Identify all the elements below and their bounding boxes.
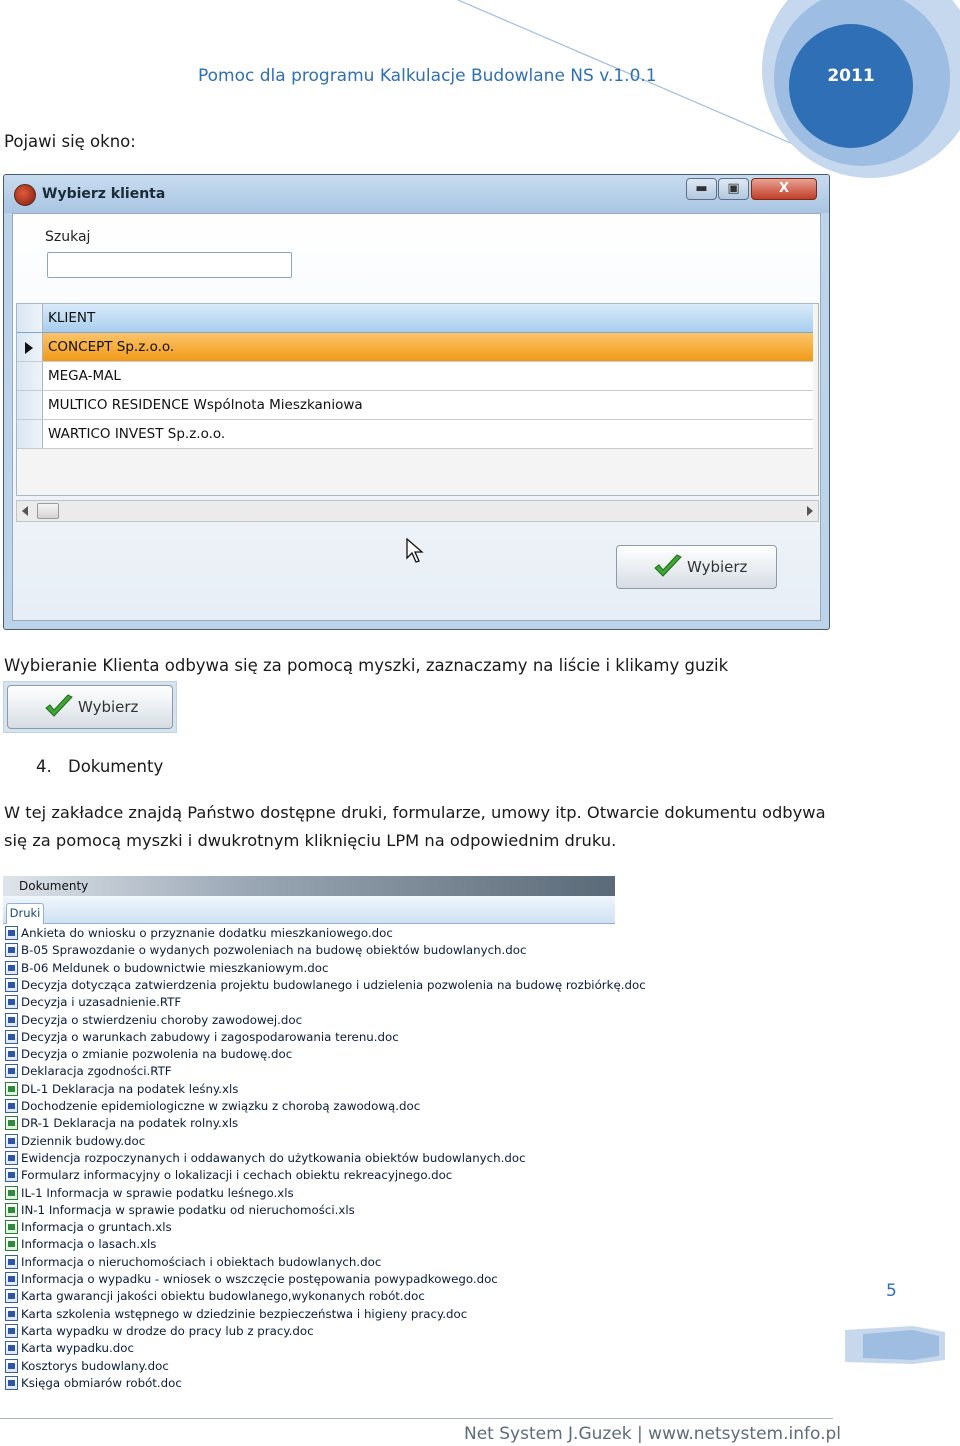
- minimize-button[interactable]: ▬: [686, 178, 717, 200]
- documents-tabbar: [3, 896, 615, 924]
- document-file-icon: [5, 1272, 18, 1286]
- document-name: Karta wypadku w drodze do pracy lub z pracy.doc: [21, 1323, 314, 1338]
- paragraph-line-2: się za pomocą myszki i dwukrotnym kliknięciu LPM na odpowiednim druku.: [4, 831, 617, 850]
- document-name: Karta gwarancji jakości obiektu budowlanego,wykonanych robót.doc: [21, 1289, 425, 1304]
- footer-text: Net System J.Guzek | www.netsystem.info.pl: [464, 1424, 841, 1444]
- select-button-example[interactable]: [7, 685, 173, 729]
- document-file-icon: [5, 1289, 18, 1303]
- document-name: IL-1 Informacja w sprawie podatku leśnego.xls: [21, 1185, 294, 1200]
- document-name: Ewidencja rozpoczynanych i oddawanych do użytkowania obiektów budowlanych.doc: [21, 1150, 526, 1165]
- document-name: Ankieta do wniosku o przyznanie dodatku mieszkaniowego.doc: [21, 926, 393, 940]
- table-row[interactable]: [17, 391, 813, 420]
- documents-window-title: Dokumenty: [19, 879, 89, 893]
- row-selector[interactable]: [17, 391, 43, 419]
- document-name: Informacja o nieruchomościach i obiektach budowlanych.doc: [21, 1254, 382, 1269]
- current-row-arrow-icon: [25, 342, 33, 354]
- document-file-icon: [5, 1168, 18, 1182]
- document-file-icon: [5, 1359, 18, 1373]
- document-name: Informacja o wypadku - wniosek o wszczęcie postępowania powypadkowego.doc: [21, 1272, 498, 1286]
- row-selector[interactable]: [17, 362, 43, 390]
- scroll-left-icon[interactable]: [22, 506, 28, 516]
- header-decoration: [0, 0, 960, 180]
- document-file-icon: [5, 1341, 18, 1355]
- document-file-icon: [5, 1099, 18, 1113]
- client-name[interactable]: WARTICO INVEST Sp.z.o.o.: [48, 426, 226, 442]
- document-file-icon: [5, 1064, 18, 1078]
- document-file-icon: [5, 1376, 18, 1390]
- documents-window: [3, 876, 646, 1394]
- document-name: Formularz informacyjny o lokalizacji i cechach obiektu rekreacyjnego.doc: [21, 1168, 453, 1183]
- choose-client-dialog: [3, 174, 830, 630]
- intro-text: Pojawi się okno:: [4, 132, 136, 151]
- inline-button-frame: [3, 681, 177, 733]
- select-button[interactable]: [616, 545, 777, 589]
- document-file-icon: [5, 1134, 18, 1148]
- document-name: DL-1 Deklaracja na podatek leśny.xls: [21, 1081, 239, 1096]
- document-file-icon: [5, 943, 18, 957]
- document-name: Księga obmiarów robót.doc: [21, 1375, 182, 1390]
- horizontal-scrollbar[interactable]: [16, 500, 819, 522]
- document-name: Dochodzenie epidemiologiczne w związku z chorobą zawodową.doc: [21, 1099, 421, 1113]
- section-title: Dokumenty: [68, 757, 164, 776]
- client-name[interactable]: MEGA-MAL: [48, 368, 121, 384]
- table-row[interactable]: [17, 362, 813, 391]
- client-name[interactable]: CONCEPT Sp.z.o.o.: [48, 339, 175, 355]
- document-file-icon: [5, 1030, 18, 1044]
- document-name: Informacja o lasach.xls: [21, 1237, 157, 1252]
- table-row[interactable]: [17, 333, 813, 362]
- row-selector[interactable]: [17, 420, 43, 448]
- document-name: Deklaracja zgodności.RTF: [21, 1064, 172, 1079]
- tab-druki[interactable]: Druki: [6, 903, 44, 924]
- select-button-example-label: Wybierz: [78, 698, 139, 716]
- maximize-button[interactable]: ▣: [718, 178, 749, 200]
- document-name: DR-1 Deklaracja na podatek rolny.xls: [21, 1116, 239, 1131]
- document-name: Karta wypadku.doc: [21, 1341, 134, 1356]
- document-file-icon: [5, 995, 18, 1009]
- footer-divider: [0, 1418, 833, 1419]
- spreadsheet-file-icon: [5, 1237, 18, 1251]
- spreadsheet-file-icon: [5, 1116, 18, 1130]
- client-name[interactable]: MULTICO RESIDENCE Wspólnota Mieszkaniowa: [48, 397, 363, 413]
- spreadsheet-file-icon: [5, 1186, 18, 1200]
- document-file-icon: [5, 1324, 18, 1338]
- document-name: Decyzja o stwierdzeniu choroby zawodowej.doc: [21, 1012, 303, 1027]
- document-name: Karta szkolenia wstępnego w dziedzinie bezpieczeństwa i higieny pracy.doc: [21, 1306, 468, 1321]
- row-selector[interactable]: [17, 333, 43, 361]
- table-row[interactable]: [17, 420, 813, 449]
- paragraph-line-1: W tej zakładce znajdą Państwo dostępne druki, formularze, umowy itp. Otwarcie dokumentu odbywa: [4, 803, 826, 822]
- document-file-icon: [5, 1047, 18, 1061]
- document-file-icon: [5, 1151, 18, 1165]
- document-name: Decyzja o zmianie pozwolenia na budowę.doc: [21, 1047, 293, 1062]
- grid-header-row: [17, 304, 813, 333]
- app-icon: [14, 184, 36, 206]
- scroll-right-icon[interactable]: [807, 506, 813, 516]
- scroll-thumb[interactable]: [37, 503, 59, 519]
- documents-titlebar: [3, 876, 615, 896]
- page-number-decoration: [843, 1324, 947, 1368]
- document-name: Decyzja o warunkach zabudowy i zagospodarowania terenu.doc: [21, 1029, 399, 1044]
- document-name: IN-1 Informacja w sprawie podatku od nieruchomości.xls: [21, 1202, 355, 1217]
- document-name: Informacja o gruntach.xls: [21, 1220, 172, 1235]
- document-name: Dziennik budowy.doc: [21, 1133, 146, 1148]
- document-file-icon: [5, 1307, 18, 1321]
- select-button-label: Wybierz: [687, 558, 748, 576]
- spreadsheet-file-icon: [5, 1203, 18, 1217]
- checkmark-icon: [44, 694, 74, 720]
- document-name: B-05 Sprawozdanie o wydanych pozwoleniach na budowę obiektów budowlanych.doc: [21, 943, 527, 958]
- document-name: Kosztorys budowlany.doc: [21, 1358, 169, 1373]
- dialog-title: Wybierz klienta: [42, 186, 166, 202]
- document-file-icon: [5, 1013, 18, 1027]
- section-number: 4.: [36, 757, 52, 776]
- mouse-cursor-icon: [406, 538, 424, 564]
- document-name: Decyzja dotycząca zatwierdzenia projektu budowlanego i udzielenia pozwolenia na budowę rozbiórkę.doc: [21, 977, 646, 992]
- dialog-body: [12, 213, 821, 621]
- document-name: Decyzja i uzasadnienie.RTF: [21, 995, 182, 1010]
- document-file-icon: [5, 926, 18, 940]
- page-number: 5: [886, 1281, 897, 1301]
- document-year: 2011: [827, 66, 875, 86]
- column-header-client[interactable]: KLIENT: [48, 310, 96, 326]
- row-selector-header: [17, 304, 43, 332]
- dialog-titlebar: [4, 175, 829, 213]
- spreadsheet-file-icon: [5, 1082, 18, 1096]
- client-grid: [16, 303, 819, 496]
- document-file-icon: [5, 1255, 18, 1269]
- close-button[interactable]: X: [751, 178, 817, 200]
- search-input[interactable]: [47, 252, 292, 278]
- document-title: Pomoc dla programu Kalkulacje Budowlane NS v.1.0.1: [198, 66, 657, 86]
- document-name: B-06 Meldunek o budownictwie mieszkaniowym.doc: [21, 960, 329, 975]
- document-file-icon: [5, 961, 18, 975]
- description-text: Wybieranie Klienta odbywa się za pomocą myszki, zaznaczamy na liście i klikamy guzik: [4, 656, 729, 675]
- document-file-icon: [5, 978, 18, 992]
- checkmark-icon: [653, 554, 683, 580]
- spreadsheet-file-icon: [5, 1220, 18, 1234]
- search-label: Szukaj: [45, 229, 91, 245]
